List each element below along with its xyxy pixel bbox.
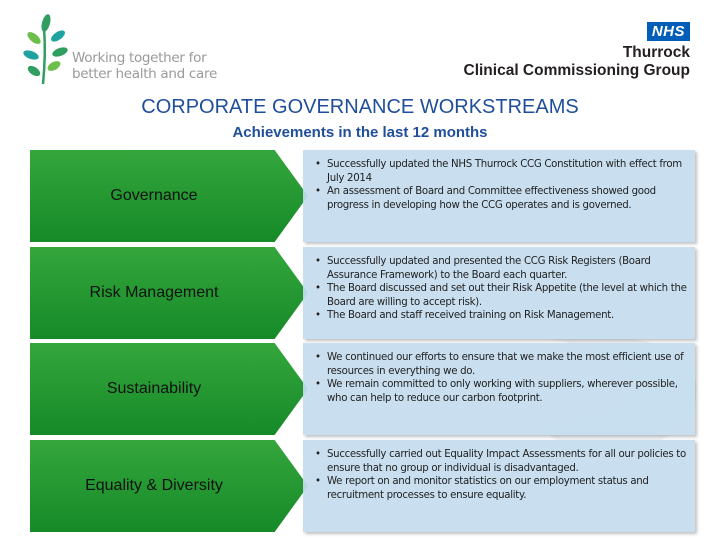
achievements-panel — [303, 440, 695, 532]
workstream-row-equality-diversity — [30, 440, 698, 532]
logo-tagline — [72, 50, 217, 82]
logo-line-2: better health and care — [72, 66, 217, 82]
achievements-list — [303, 247, 695, 323]
workstream-row-sustainability — [30, 343, 698, 435]
page-title: CORPORATE GOVERNANCE WORKSTREAMS — [141, 96, 579, 118]
logo-line-1: Working together for — [72, 50, 207, 66]
nhs-organisation-name — [464, 44, 691, 80]
achievement-item: • An assessment of Board and Committee effectiveness showed good progress in developing how the CCG operates and is governed. — [327, 185, 689, 212]
achievement-item: • Successfully updated the NHS Thurrock CCG Constitution with effect from July 2014 — [327, 158, 689, 185]
achievement-item: • The Board discussed and set out their Risk Appetite (the level at which the Board are willing to accept risk). — [327, 282, 689, 309]
achievement-item: • Successfully carried out Equality Impact Assessments for all our policies to ensure that no group or individual is disadvantaged. — [327, 448, 689, 475]
achievement-item: • We continued our efforts to ensure that we make the most efficient use of resources in everything we do. — [327, 351, 689, 378]
workstream-label: Sustainability — [106, 380, 202, 397]
workstream-label: Equality & Diversity — [85, 477, 223, 494]
achievements-list — [303, 440, 695, 502]
workstream-label: Governance — [110, 187, 198, 204]
workstream-row-governance — [30, 150, 698, 242]
page-subtitle: Achievements in the last 12 months — [232, 124, 488, 141]
workstream-label: Risk Management — [89, 284, 219, 301]
achievement-item: • We remain committed to only working with suppliers, wherever possible, who can help to reduce our carbon footprint. — [327, 378, 689, 405]
nhs-badge: NHS — [647, 22, 690, 41]
nhs-logo — [460, 22, 690, 84]
leaf-icon — [22, 14, 72, 86]
working-together-logo — [22, 14, 222, 86]
achievement-item: • The Board and staff received training on Risk Management. — [327, 309, 689, 323]
nhs-org-line-2: Clinical Commissioning Group — [463, 62, 690, 79]
achievements-panel — [303, 247, 695, 339]
workstream-row-risk-management — [30, 247, 698, 339]
achievements-panel — [303, 150, 695, 242]
achievements-list — [303, 150, 695, 212]
achievement-item: • We report on and monitor statistics on our employment status and recruitment processes to ensure equality. — [327, 475, 689, 502]
achievements-list — [303, 343, 695, 405]
achievements-panel — [303, 343, 695, 435]
nhs-org-line-1: Thurrock — [622, 44, 690, 61]
achievement-item: • Successfully updated and presented the CCG Risk Registers (Board Assurance Framework) to the Board each quarter. — [327, 255, 689, 282]
